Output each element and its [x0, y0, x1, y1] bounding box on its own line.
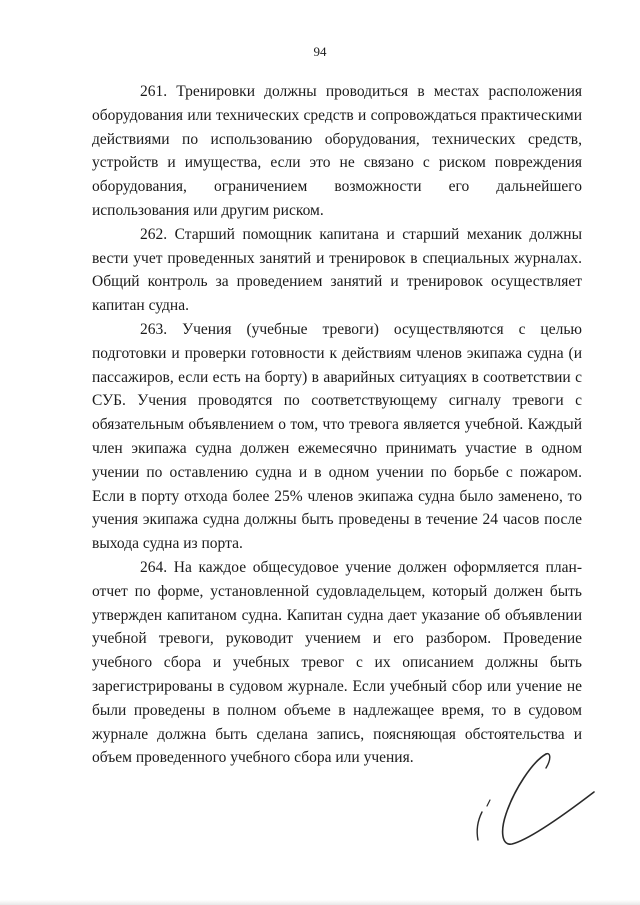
paragraph-263: 263. Учения (учебные тревоги) осуществляются с целью подготовки и проверки готовности к действиям членов экипажа судна (и пассажиров, если есть на борту) в аварийных ситуациях в соответствии с СУБ. Учения проводятся по соответствующему сигналу тревоги с обязательным объявлением о том, что тревога является учебной. Каждый член экипажа судна должен ежемесячно принимать участие в одном учении по оставлению судна и в одном учении по борьбе с пожаром. Если в порту отхода более 25% членов экипажа судна было заменено, то учения экипажа судна должны быть проведены в течение 24 часов после выхода судна из порта.: [92, 320, 582, 553]
paragraph-264: 264. На каждое общесудовое учение должен оформляется план-отчет по форме, установленной судовладельцем, который должен быть утвержден капитаном судна. Капитан судна дает указание об объявлении учебной тревоги, руководит учением и его разбором. Проведение учебного сбора и учебных тревог с их описанием должны быть зарегистрированы в судовом журнале. Если учебный сбор или учение не были проведены в полном объеме в надлежащее время, то в судовом журнале должна быть сделана запись, поясняющая обстоятельства и объем проведенного учебного сбора или учения.: [92, 558, 582, 767]
signature-stroke-small: [477, 812, 482, 840]
paragraph-261: 261. Тренировки должны проводиться в местах расположения оборудования или технических средств и сопровождаться практическими действиями по использованию оборудования, технических средств, устройств и имущества, если это не связано с риском повреждения оборудования, ограничением возможности его дальнейшего использования или другим риском.: [92, 83, 582, 219]
scan-bottom-edge: [0, 900, 640, 905]
signature-stroke-main: [503, 754, 594, 844]
handwritten-signature: [462, 748, 612, 858]
paragraph-262: 262. Старший помощник капитана и старший механик должны вести учет проведенных занятий и тренировок в специальных журналах. Общий контроль за проведением занятий и тренировок осуществляет капитан судна.: [92, 225, 582, 315]
signature-stroke-tick: [487, 800, 490, 806]
signature-stroke-loop: [546, 754, 550, 768]
page-number: 94: [313, 44, 327, 59]
document-body: [92, 80, 582, 770]
